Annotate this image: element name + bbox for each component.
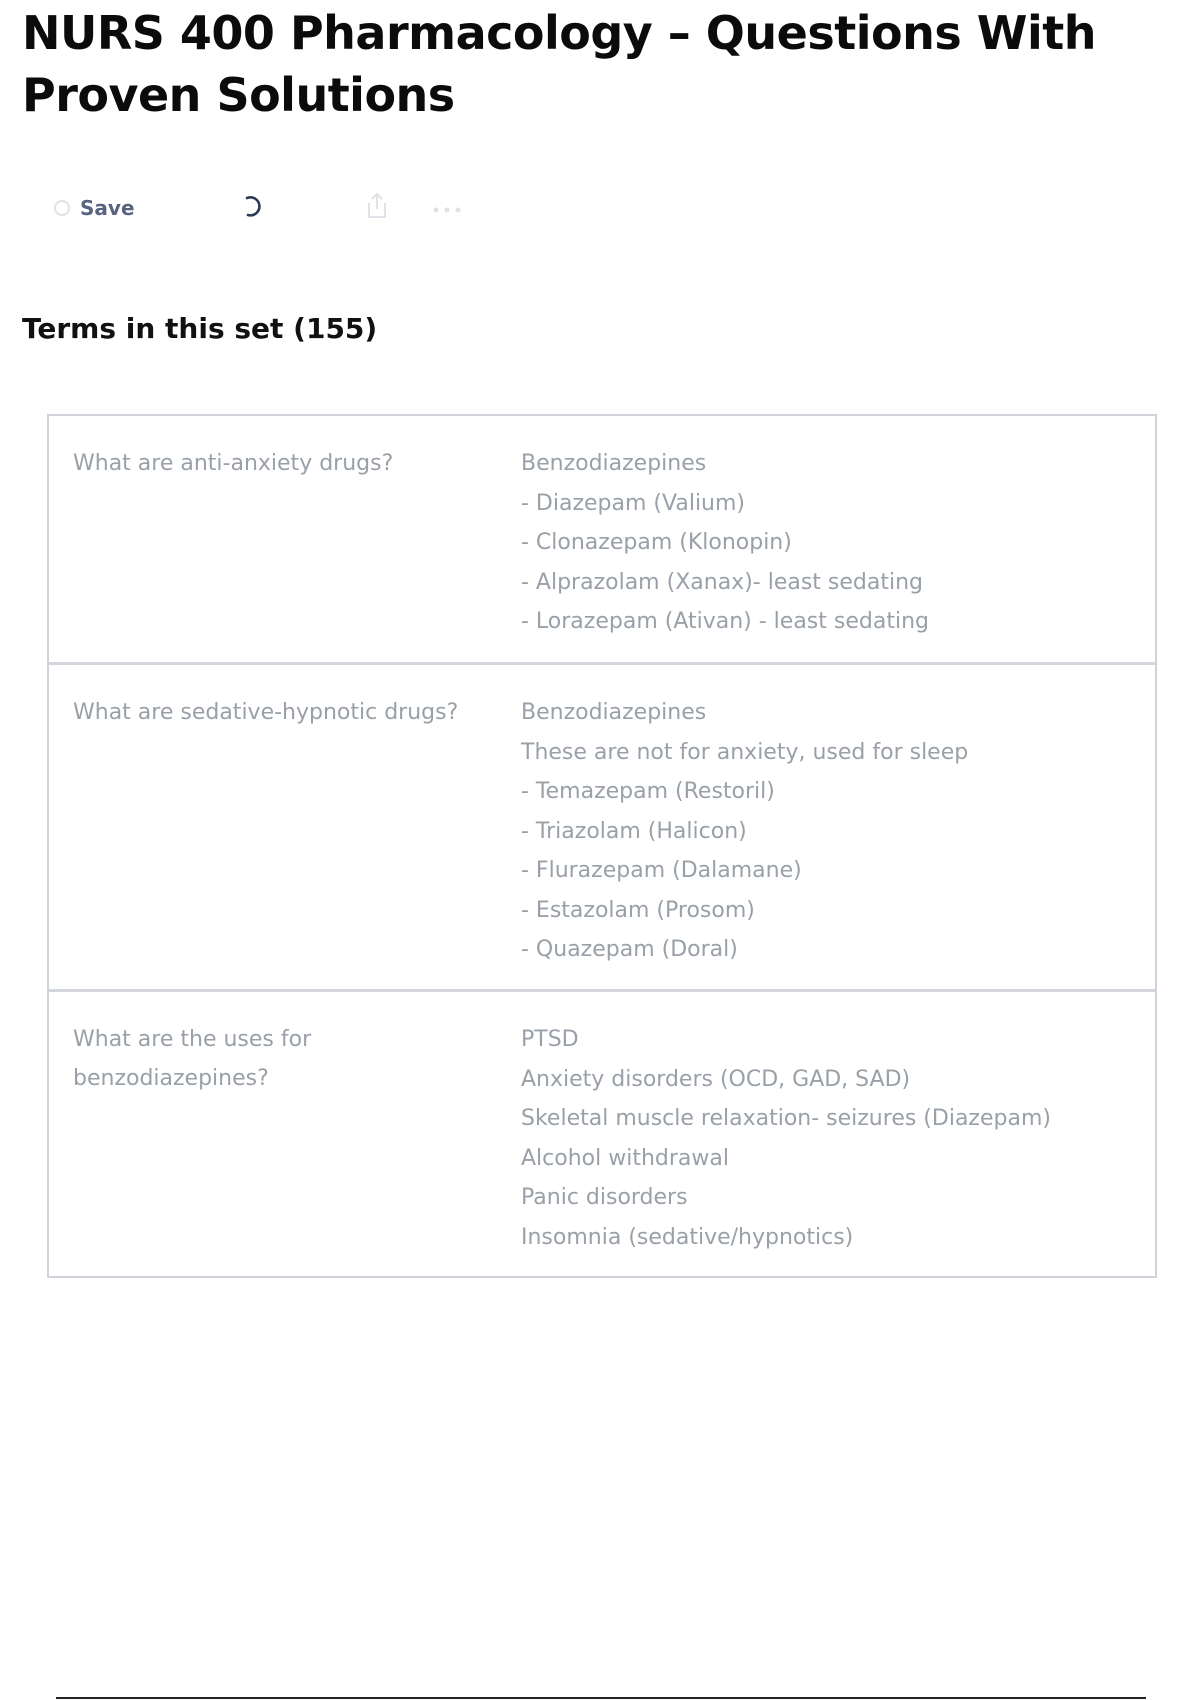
save-button[interactable] — [52, 188, 135, 228]
page-divider — [56, 1697, 1146, 1699]
answer-line: Benzodiazepines — [521, 700, 707, 725]
answer-line: Insomnia (sedative/hypnotics) — [521, 1224, 854, 1250]
term-question: What are the uses for benzodiazepines? — [73, 1027, 312, 1091]
answer-line: Alcohol withdrawal — [521, 1145, 729, 1171]
answer-line: - Alprazolam (Xanax)- least sedating — [521, 569, 924, 595]
save-icon — [52, 198, 72, 218]
answer-line: - Triazolam (Halicon) — [521, 818, 747, 844]
answer-line: - Estazolam (Prosom) — [521, 897, 755, 923]
terms-list — [47, 414, 1157, 1278]
term-row[interactable] — [49, 989, 1155, 1276]
term-question: What are anti-anxiety drugs? — [73, 451, 394, 476]
loading-spinner-icon — [240, 193, 266, 223]
more-icon — [432, 199, 462, 218]
answer-line: - Temazepam (Restoril) — [521, 779, 775, 804]
term-row[interactable] — [49, 416, 1155, 662]
share-button[interactable] — [364, 188, 390, 228]
answer-line: Benzodiazepines — [521, 451, 707, 476]
toolbar — [52, 188, 482, 228]
answer-line: Panic disorders — [521, 1185, 688, 1210]
answer-line: PTSD — [521, 1027, 579, 1052]
terms-heading: Terms in this set (155) — [22, 312, 378, 345]
loading-spinner — [240, 188, 266, 228]
more-options-button[interactable] — [432, 188, 462, 228]
term-row[interactable] — [49, 662, 1155, 989]
term-question: What are sedative-hypnotic drugs? — [73, 700, 459, 725]
term-answer — [521, 665, 1155, 989]
answer-line: Skeletal muscle relaxation- seizures (Diazepam) — [521, 1106, 1051, 1131]
term-answer — [521, 416, 1155, 662]
answer-line: - Quazepam (Doral) — [521, 937, 738, 962]
answer-line: Anxiety disorders (OCD, GAD, SAD) — [521, 1066, 911, 1092]
answer-line: - Clonazepam (Klonopin) — [521, 530, 792, 555]
save-label: Save — [80, 196, 135, 220]
answer-line: - Diazepam (Valium) — [521, 490, 746, 516]
term-answer — [521, 992, 1155, 1276]
share-icon — [364, 191, 390, 225]
answer-line: - Lorazepam (Ativan) - least sedating — [521, 609, 929, 634]
answer-line: These are not for anxiety, used for sleep — [521, 739, 969, 765]
answer-line: - Flurazepam (Dalamane) — [521, 858, 802, 883]
page-title: NURS 400 Pharmacology – Questions With Proven Solutions — [22, 6, 1096, 122]
